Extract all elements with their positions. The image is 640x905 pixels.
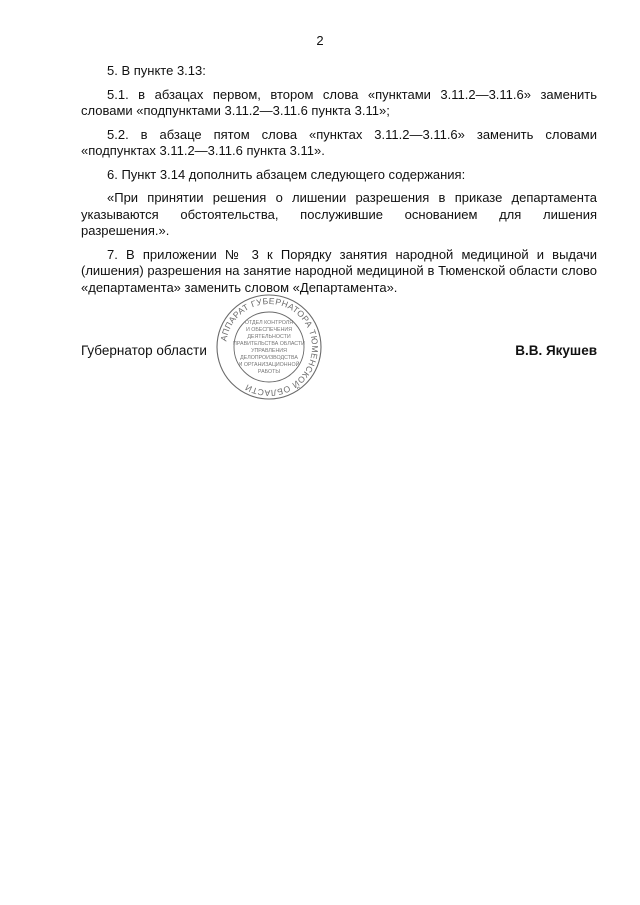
signature-block <box>81 343 597 363</box>
paragraph-item-6: 6. Пункт 3.14 дополнить абзацем следующего содержания: <box>107 166 466 182</box>
seal-inner-line: УПРАВЛЕНИЯ <box>251 348 287 354</box>
seal-inner-line: ПРАВИТЕЛЬСТВА ОБЛАСТИ <box>233 341 305 347</box>
signatory-position: Губернатор области <box>81 343 207 358</box>
seal-inner-line: ДЕЛОПРОИЗВОДСТВА <box>240 355 298 361</box>
seal-inner-line: И ОРГАНИЗАЦИОННОЙ <box>238 362 300 368</box>
signatory-name: В.В. Якушев <box>515 343 597 358</box>
paragraph-item-5-2: 5.2. в абзаце пятом слова «пунктах 3.11.2—3.11.6» заменить словами «подпунктах 3.11.2—3.11.6 пункта 3.11». <box>81 126 597 158</box>
seal-inner-line: ОТДЕЛ КОНТРОЛЯ <box>244 320 294 326</box>
paragraph-item-7: 7. В приложении № 3 к Порядку занятия народной медициной и выдачи (лишения) разрешения на занятие народной медициной в Тюменской области слово «департамента» заменить словом «Департамента». <box>81 246 597 295</box>
paragraph-quoted-addition: «При принятии решения о лишении разрешения в приказе департамента указываются обстоятельства, послужившие основанием для лишения разрешения.». <box>81 190 597 238</box>
paragraph-item-5: 5. В пункте 3.13: <box>107 63 206 78</box>
seal-inner-line: ДЕЯТЕЛЬНОСТИ <box>247 334 291 340</box>
seal-ring-text: АППАРАТ ГУБЕРНАТОРА ТЮМЕНСКОЙ ОБЛАСТИ <box>218 295 321 399</box>
page-number: 2 <box>316 33 324 48</box>
document-body <box>81 63 597 303</box>
paragraph-item-5-1: 5.1. в абзацах первом, втором слова «пунктами 3.11.2—3.11.6» заменить словами «подпунктами 3.11.2—3.11.6 пункта 3.11»; <box>81 86 597 118</box>
seal-inner-line: И ОБЕСПЕЧЕНИЯ <box>245 327 293 333</box>
seal-inner-line: РАБОТЫ <box>257 369 281 375</box>
